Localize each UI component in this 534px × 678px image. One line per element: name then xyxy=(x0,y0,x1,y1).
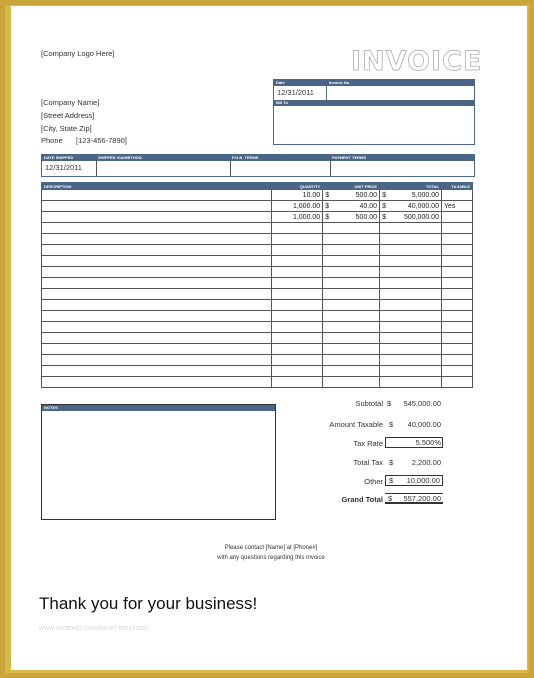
taxable-cell xyxy=(441,311,472,322)
table-row xyxy=(42,190,473,201)
total-cell xyxy=(380,377,442,388)
taxable-header: TAXABLE xyxy=(441,183,472,190)
unit-price-cell xyxy=(323,201,380,212)
other-value: 10,000.00 xyxy=(406,476,440,485)
grand-total-currency: $ xyxy=(388,494,393,503)
bill-to-label: Bill To xyxy=(274,100,474,106)
shipping-bar xyxy=(41,154,475,177)
taxable-cell xyxy=(441,366,472,377)
quantity-cell xyxy=(272,267,323,278)
description-cell xyxy=(42,190,272,201)
total-header: TOTAL xyxy=(380,183,442,190)
quantity-cell xyxy=(272,322,323,333)
unit-price-cell xyxy=(323,278,380,289)
table-row xyxy=(42,256,473,267)
description-cell xyxy=(42,289,272,300)
taxable-cell xyxy=(441,256,472,267)
quantity-header: QUANTITY xyxy=(272,183,323,190)
taxable-cell xyxy=(441,212,472,223)
quantity-cell xyxy=(272,256,323,267)
quantity-cell xyxy=(272,289,323,300)
description-cell xyxy=(42,212,272,223)
total-cell xyxy=(380,267,442,278)
table-row xyxy=(42,300,473,311)
total-cell xyxy=(380,300,442,311)
table-row xyxy=(42,311,473,322)
unit-price-cell xyxy=(323,267,380,278)
subtotal-value: 545,000.00 xyxy=(403,399,441,408)
fob-terms-label: F.O.B. TERMS xyxy=(230,155,330,161)
total-cell xyxy=(380,333,442,344)
quantity-cell xyxy=(272,223,323,234)
items-header-row xyxy=(42,183,473,190)
taxable-cell xyxy=(441,333,472,344)
quantity-cell xyxy=(272,234,323,245)
unit-price-cell xyxy=(323,355,380,366)
watermark-text: www.vertex42.com/excel-templates xyxy=(39,625,149,632)
total-cell xyxy=(380,212,442,223)
invoice-no-label: Invoice No. xyxy=(327,80,474,86)
unit-price-cell xyxy=(323,245,380,256)
description-cell xyxy=(42,366,272,377)
taxable-cell xyxy=(441,377,472,388)
date-value: 12/31/2011 xyxy=(277,88,314,97)
taxable-cell xyxy=(441,245,472,256)
unit-price-cell xyxy=(323,366,380,377)
currency-symbol: $ xyxy=(382,202,386,210)
total-cell xyxy=(380,311,442,322)
total-cell xyxy=(380,344,442,355)
total-cell xyxy=(380,366,442,377)
currency-symbol: $ xyxy=(325,202,330,210)
amount-value: 500.00 xyxy=(355,213,378,221)
items-table xyxy=(41,182,473,388)
taxable-cell xyxy=(441,278,472,289)
description-cell xyxy=(42,267,272,278)
taxable-cell xyxy=(441,190,472,201)
unit-price-cell xyxy=(323,212,380,223)
grand-total-box xyxy=(385,493,443,504)
taxable-cell xyxy=(441,322,472,333)
contact-line-1: Please contact [Name] at [Phone#] xyxy=(224,545,318,551)
total-cell xyxy=(380,201,442,212)
description-cell xyxy=(42,223,272,234)
unit-price-cell xyxy=(323,311,380,322)
total-cell xyxy=(380,234,442,245)
phone-value: [123-456-7890] xyxy=(76,136,127,145)
amount-taxable-value: 40,000.00 xyxy=(407,420,441,429)
subtotal-currency: $ xyxy=(387,399,392,408)
currency-symbol: $ xyxy=(382,191,386,199)
other-label: Other xyxy=(364,477,383,486)
amount-value: 500,000.00 xyxy=(403,213,439,221)
quantity-cell xyxy=(272,355,323,366)
tax-rate-value: 5.500% xyxy=(385,437,443,448)
quantity-cell xyxy=(272,377,323,388)
table-row xyxy=(42,322,473,333)
date-invoice-box xyxy=(273,79,475,145)
total-cell xyxy=(380,322,442,333)
table-row xyxy=(42,267,473,278)
city-state-zip: [City, State Zip] xyxy=(41,124,92,133)
amount-value: 40,000.00 xyxy=(407,202,439,210)
payment-terms-label: PAYMENT TERMS xyxy=(330,155,474,161)
notes-label: NOTES xyxy=(42,405,275,411)
unit-price-cell xyxy=(323,377,380,388)
description-cell xyxy=(42,256,272,267)
currency-symbol: $ xyxy=(325,213,330,221)
date-shipped-label: DATE SHIPPED xyxy=(42,155,96,161)
quantity-cell xyxy=(272,333,323,344)
total-tax-currency: $ xyxy=(389,458,394,467)
company-logo-placeholder: [Company Logo Here] xyxy=(41,49,115,58)
quantity-cell: 1,000.00 xyxy=(272,201,323,212)
description-header: DESCRIPTION xyxy=(42,183,272,190)
street-address: [Street Address] xyxy=(41,111,95,120)
table-row xyxy=(42,333,473,344)
unit-price-cell xyxy=(323,289,380,300)
date-label: Date xyxy=(274,80,326,86)
total-cell xyxy=(380,245,442,256)
quantity-cell xyxy=(272,300,323,311)
description-cell xyxy=(42,344,272,355)
table-row xyxy=(42,245,473,256)
unit-price-cell xyxy=(323,234,380,245)
quantity-cell xyxy=(272,278,323,289)
taxable-cell xyxy=(441,344,472,355)
description-cell xyxy=(42,201,272,212)
unit-price-cell xyxy=(323,223,380,234)
other-box xyxy=(385,475,443,486)
amount-value: 500.00 xyxy=(355,191,378,199)
taxable-cell xyxy=(441,289,472,300)
currency-symbol: $ xyxy=(325,191,330,199)
quantity-cell xyxy=(272,366,323,377)
subtotal-label: Subtotal xyxy=(355,399,383,408)
taxable-cell xyxy=(441,234,472,245)
invoice-title: INVOICE xyxy=(351,46,483,77)
total-cell xyxy=(380,256,442,267)
description-cell xyxy=(42,377,272,388)
amount-taxable-currency: $ xyxy=(389,420,394,429)
table-row xyxy=(42,289,473,300)
total-tax-value: 2,200.00 xyxy=(411,458,441,467)
thank-you-message: Thank you for your business! xyxy=(39,594,258,613)
amount-taxable-label: Amount Taxable xyxy=(329,420,383,429)
description-cell xyxy=(42,300,272,311)
table-row xyxy=(42,234,473,245)
date-shipped-value: 12/31/2011 xyxy=(45,163,82,172)
table-row xyxy=(42,344,473,355)
total-cell xyxy=(380,190,442,201)
description-cell xyxy=(42,333,272,344)
unit-price-cell xyxy=(323,344,380,355)
grand-total-value: 557,200.00 xyxy=(403,494,441,503)
unit-price-cell xyxy=(323,322,380,333)
total-cell xyxy=(380,355,442,366)
other-currency: $ xyxy=(389,476,394,485)
currency-symbol: $ xyxy=(382,213,386,221)
table-row xyxy=(42,366,473,377)
taxable-cell xyxy=(441,267,472,278)
quantity-cell xyxy=(272,344,323,355)
table-row xyxy=(42,377,473,388)
items-body xyxy=(42,190,473,388)
contact-line-2: with any questions regarding this invoice xyxy=(217,555,325,561)
total-cell xyxy=(380,289,442,300)
unit-price-cell xyxy=(323,300,380,311)
taxable-cell xyxy=(441,355,472,366)
quantity-cell: 1,000.00 xyxy=(272,212,323,223)
unit-price-cell xyxy=(323,256,380,267)
table-row xyxy=(42,212,473,223)
total-tax-label: Total Tax xyxy=(353,458,383,467)
table-row xyxy=(42,355,473,366)
quantity-cell: 10.00 xyxy=(272,190,323,201)
amount-value: 5,000.00 xyxy=(411,191,439,199)
quantity-cell xyxy=(272,311,323,322)
description-cell xyxy=(42,278,272,289)
notes-box xyxy=(41,404,276,520)
table-row xyxy=(42,201,473,212)
taxable-cell: Yes xyxy=(441,201,472,212)
description-cell xyxy=(42,311,272,322)
unit-price-header: UNIT PRICE xyxy=(323,183,380,190)
unit-price-cell xyxy=(323,190,380,201)
table-row xyxy=(42,278,473,289)
description-cell xyxy=(42,322,272,333)
phone-label: Phone xyxy=(41,136,63,145)
taxable-cell xyxy=(441,300,472,311)
description-cell xyxy=(42,355,272,366)
taxable-cell xyxy=(441,223,472,234)
description-cell xyxy=(42,234,272,245)
description-cell xyxy=(42,245,272,256)
total-cell xyxy=(380,223,442,234)
shipped-via-label: SHIPPED VIA/METHOD xyxy=(96,155,230,161)
grand-total-label: Grand Total xyxy=(341,495,383,504)
amount-value: 40.00 xyxy=(359,202,378,210)
total-cell xyxy=(380,278,442,289)
company-name: [Company Name] xyxy=(41,98,100,107)
table-row xyxy=(42,223,473,234)
invoice-page xyxy=(11,6,527,670)
tax-rate-label: Tax Rate xyxy=(353,439,383,448)
unit-price-cell xyxy=(323,333,380,344)
quantity-cell xyxy=(272,245,323,256)
